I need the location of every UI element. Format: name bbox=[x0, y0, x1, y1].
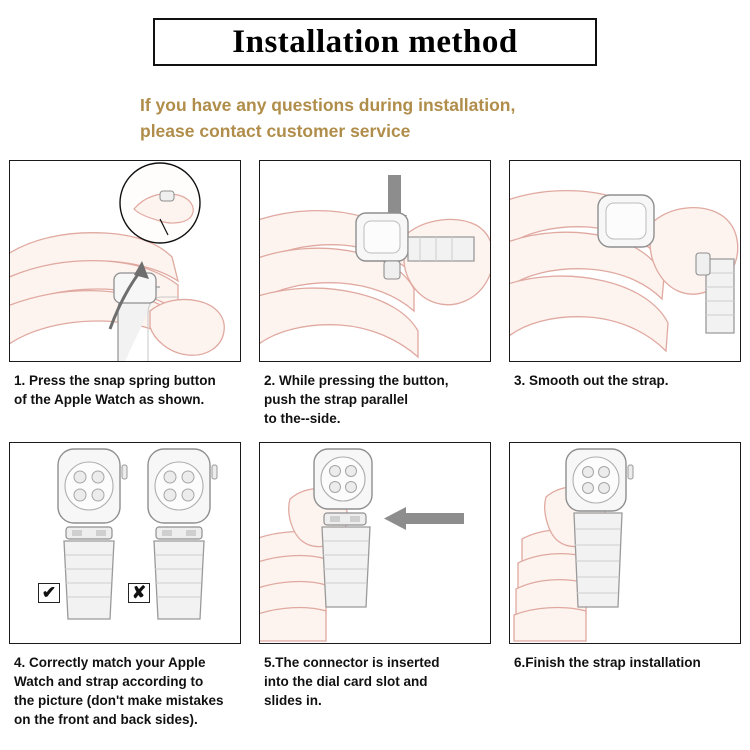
step-1-drawing bbox=[10, 161, 240, 361]
step-4-caption-line-1: 4. Correctly match your Apple bbox=[14, 655, 206, 670]
step-6-cell bbox=[500, 442, 750, 729]
step-4-illustration bbox=[9, 442, 241, 644]
footer-divider bbox=[0, 742, 750, 743]
step-2-caption-line-2: push the strap parallel bbox=[264, 392, 409, 407]
step-1-caption bbox=[0, 362, 250, 409]
step-3-caption-line-1: 3. Smooth out the strap. bbox=[514, 373, 669, 388]
step-1-illustration bbox=[9, 160, 241, 362]
step-5-cell bbox=[250, 442, 500, 729]
step-4-caption bbox=[0, 644, 250, 729]
step-2-cell bbox=[250, 160, 500, 428]
step-4-caption-line-4: on the front and back sides). bbox=[14, 712, 198, 727]
step-6-caption-line-1: 6.Finish the strap installation bbox=[514, 655, 701, 670]
step-5-illustration bbox=[259, 442, 491, 644]
step-6-drawing bbox=[510, 443, 740, 643]
subtitle bbox=[140, 92, 620, 144]
correct-mark: ✔ bbox=[41, 583, 57, 602]
step-2-caption bbox=[250, 362, 500, 428]
step-2-drawing bbox=[260, 161, 490, 361]
subtitle-line-2: please contact customer service bbox=[140, 121, 411, 141]
steps-row-1 bbox=[0, 160, 750, 428]
step-5-caption-line-1: 5.The connector is inserted bbox=[264, 655, 440, 670]
wrong-mark: ✘ bbox=[131, 583, 147, 602]
step-1-caption-line-2: of the Apple Watch as shown. bbox=[14, 392, 205, 407]
left-arrow-icon bbox=[384, 507, 464, 530]
step-1-cell bbox=[0, 160, 250, 428]
step-6-illustration bbox=[509, 442, 741, 644]
step-5-caption-line-3: slides in. bbox=[264, 693, 322, 708]
step-3-drawing bbox=[510, 161, 740, 361]
step-3-caption bbox=[500, 362, 750, 390]
step-2-caption-line-1: 2. While pressing the button, bbox=[264, 373, 449, 388]
page-title-box bbox=[153, 18, 597, 66]
step-4-caption-line-3: the picture (don't make mistakes bbox=[14, 693, 224, 708]
steps-row-2 bbox=[0, 442, 750, 729]
step-6-caption bbox=[500, 644, 750, 672]
step-5-drawing bbox=[260, 443, 490, 643]
step-3-cell bbox=[500, 160, 750, 428]
step-2-illustration bbox=[259, 160, 491, 362]
step-4-caption-line-2: Watch and strap according to bbox=[14, 674, 204, 689]
step-3-illustration bbox=[509, 160, 741, 362]
page-title: Installation method bbox=[232, 23, 518, 60]
step-1-caption-line-1: 1. Press the snap spring button bbox=[14, 373, 216, 388]
step-5-caption bbox=[250, 644, 500, 710]
step-2-caption-line-3: to the--side. bbox=[264, 411, 341, 426]
step-4-cell bbox=[0, 442, 250, 729]
step-5-caption-line-2: into the dial card slot and bbox=[264, 674, 428, 689]
step-4-drawing bbox=[10, 443, 240, 643]
subtitle-line-1: If you have any questions during installation, bbox=[140, 95, 516, 115]
steps-grid bbox=[0, 160, 750, 729]
